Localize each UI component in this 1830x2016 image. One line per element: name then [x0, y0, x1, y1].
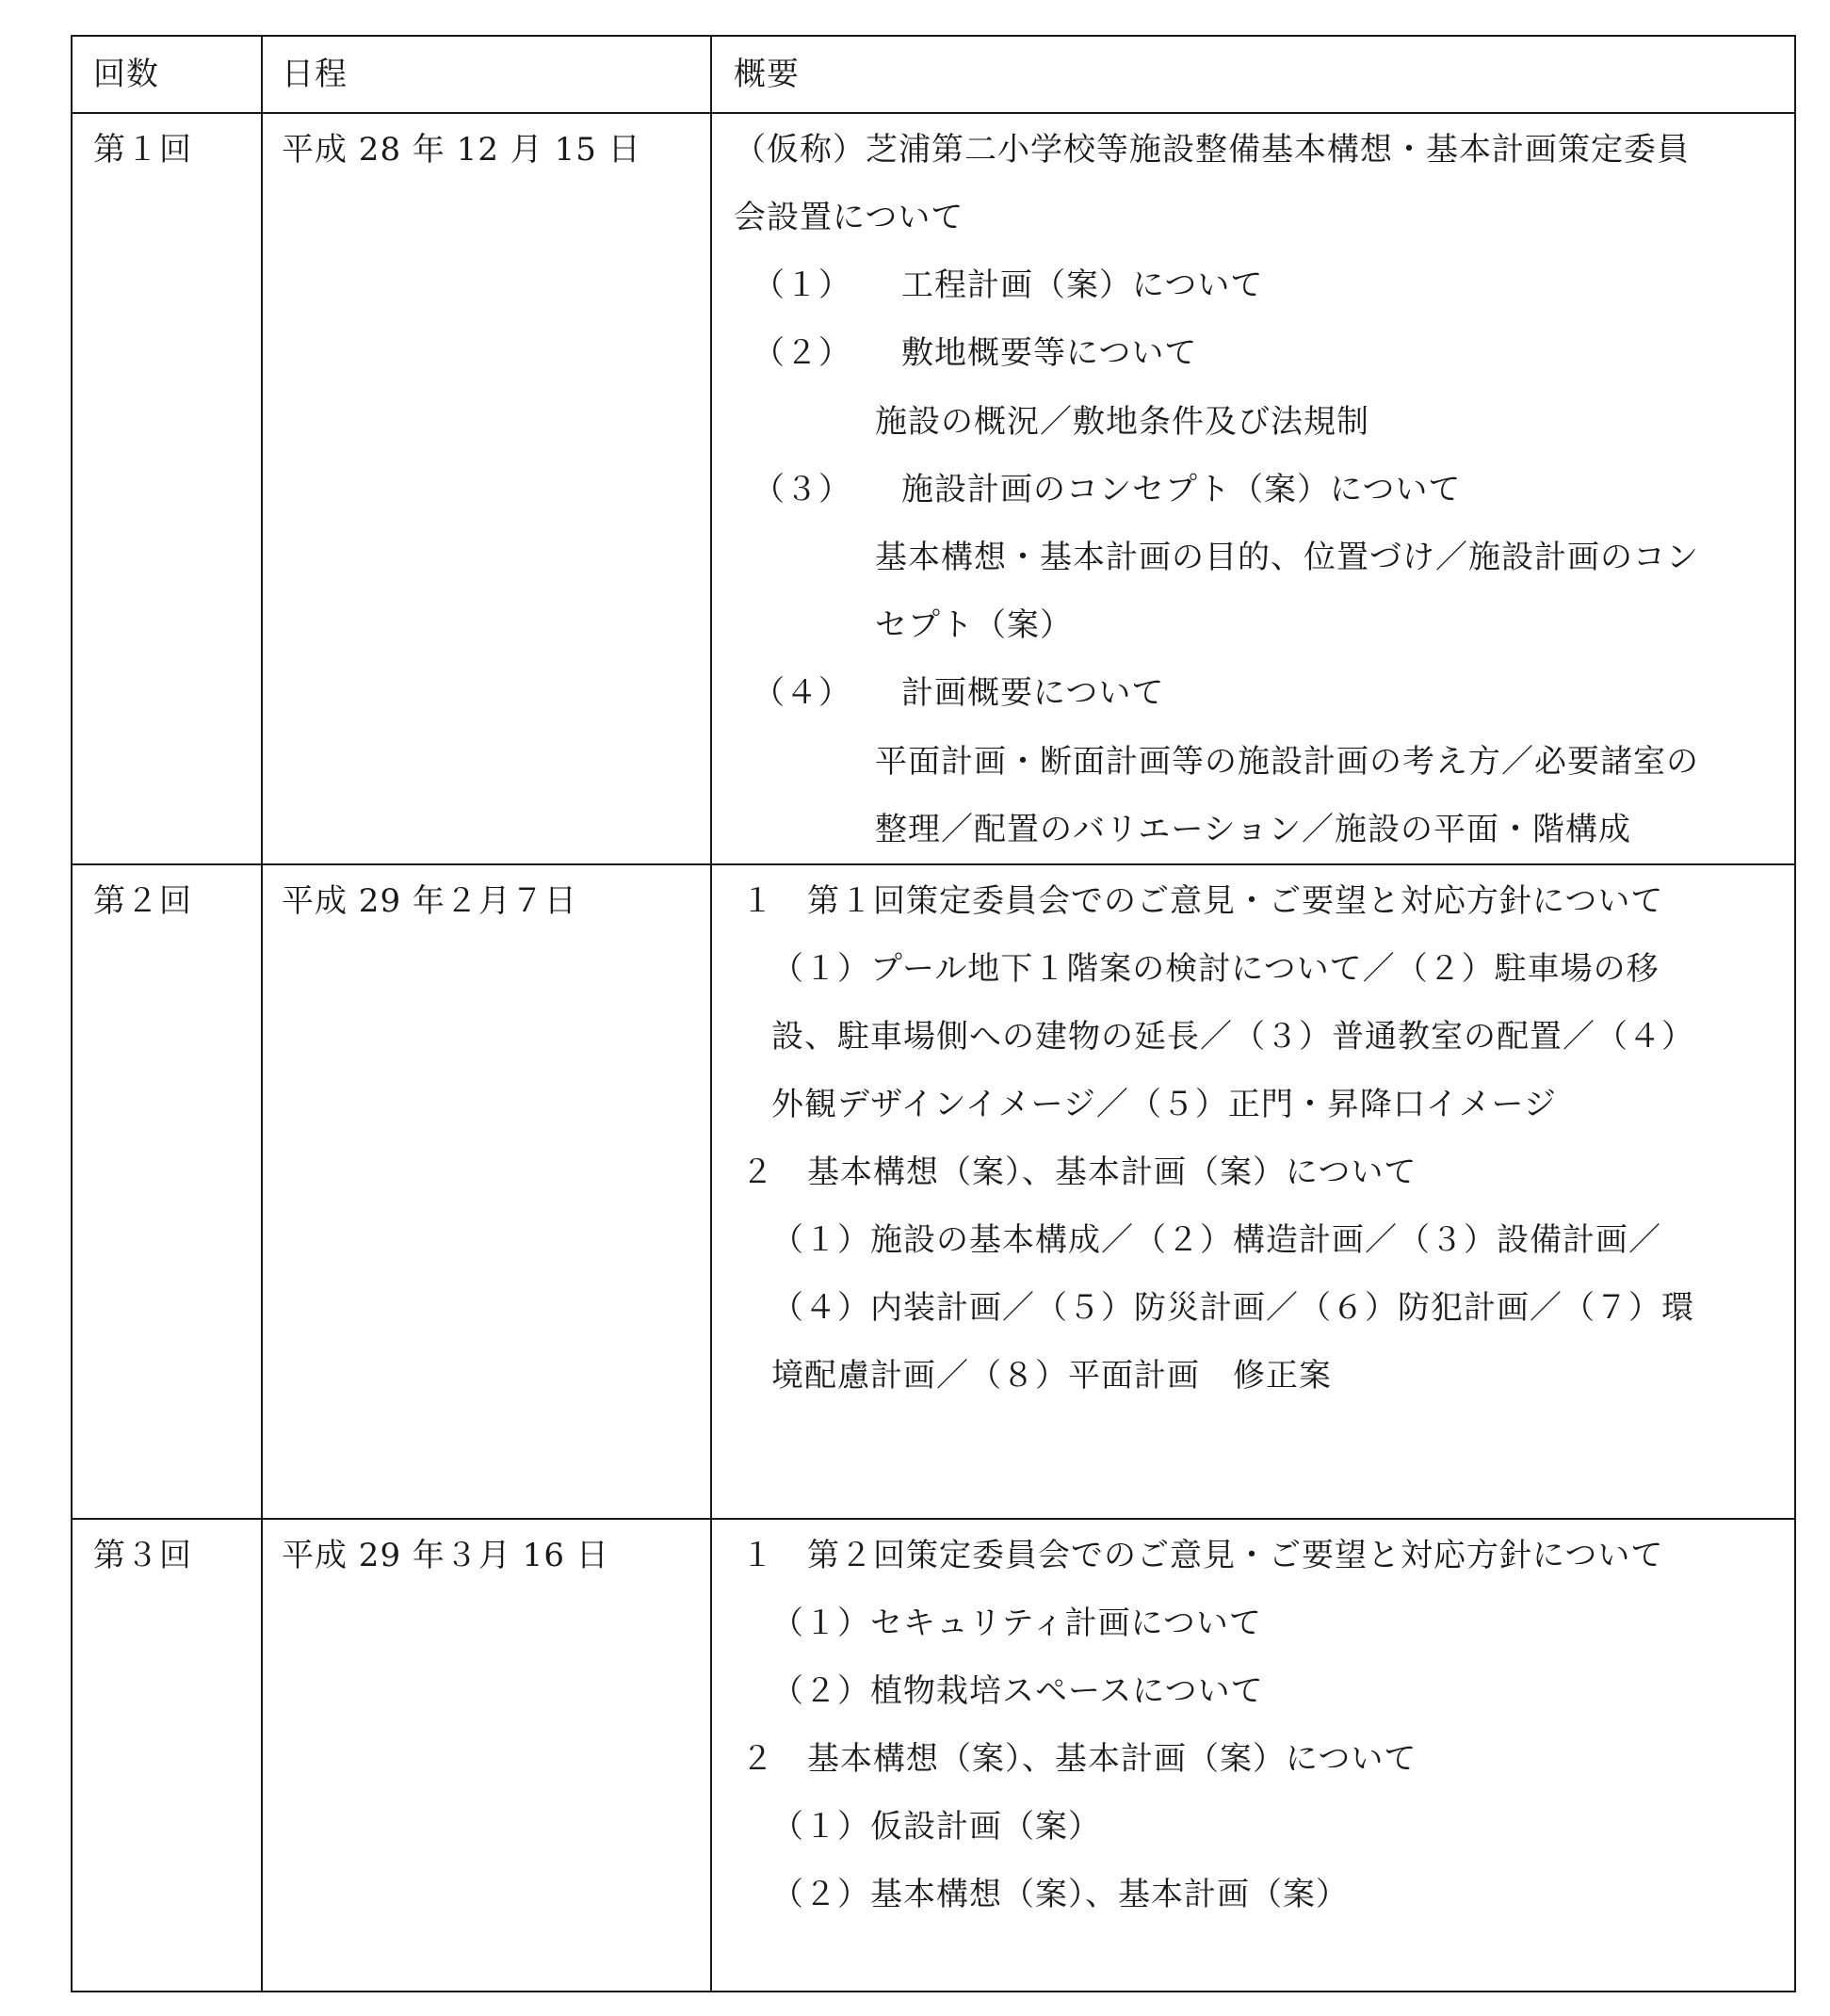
meeting-count: 第３回 — [93, 1537, 192, 1574]
summary-line: （仮称）芝浦第二小学校等施設整備基本構想・基本計画策定委員 — [734, 131, 1690, 169]
meeting-date: 平成 29 年２月７日 — [282, 882, 577, 920]
header-summary: 概要 — [734, 56, 800, 93]
summary-line: （１）プール地下１階案の検討について／（２）駐車場の移 — [771, 950, 1660, 988]
summary-line: 施設の概況／敷地条件及び法規制 — [875, 403, 1369, 441]
column-divider — [710, 37, 712, 1991]
meeting-date: 平成 28 年 12 月 15 日 — [282, 131, 641, 169]
summary-line: ２ 基本構想（案）、基本計画（案）について — [741, 1153, 1417, 1191]
summary-line: 平面計画・断面計画等の施設計画の考え方／必要諸室の — [875, 743, 1699, 781]
summary-line: １ 第１回策定委員会でのご意見・ご要望と対応方針について — [741, 882, 1664, 920]
row-divider — [73, 863, 1794, 865]
meeting-count: 第１回 — [93, 131, 192, 169]
header-date: 日程 — [282, 56, 348, 93]
column-divider — [261, 37, 263, 1991]
summary-line: セプト（案） — [875, 606, 1073, 644]
summary-line: 境配慮計画／（８）平面計画 修正案 — [771, 1357, 1332, 1395]
summary-line: （２）植物栽培スペースについて — [771, 1672, 1264, 1710]
summary-line: （１）施設の基本構成／（２）構造計画／（３）設備計画／ — [771, 1221, 1661, 1259]
summary-line: 基本構想・基本計画の目的、位置づけ／施設計画のコン — [875, 539, 1699, 576]
summary-line: （１） 工程計画（案）について — [753, 266, 1264, 304]
summary-line: （２） 敷地概要等について — [753, 334, 1198, 372]
header-count: 回数 — [93, 56, 159, 93]
header-divider — [73, 112, 1794, 114]
summary-line: ２ 基本構想（案）、基本計画（案）について — [741, 1740, 1417, 1778]
summary-line: 外観デザインイメージ／（５）正門・昇降口イメージ — [771, 1086, 1557, 1123]
summary-line: （４） 計画概要について — [753, 674, 1165, 712]
schedule-table — [71, 35, 1796, 1992]
summary-line: （１）仮設計画（案） — [771, 1808, 1101, 1846]
summary-line: （４）内装計画／（５）防災計画／（６）防犯計画／（７）環 — [771, 1289, 1694, 1327]
summary-line: 会設置について — [734, 199, 964, 236]
summary-line: （３） 施設計画のコンセプト（案）について — [753, 471, 1462, 508]
row-divider — [73, 1518, 1794, 1520]
summary-line: 整理／配置のバリエーション／施設の平面・階構成 — [875, 811, 1631, 848]
meeting-count: 第２回 — [93, 882, 192, 920]
summary-line: （１）セキュリティ計画について — [771, 1605, 1262, 1642]
summary-line: （２）基本構想（案）、基本計画（案） — [771, 1876, 1349, 1913]
meeting-date: 平成 29 年３月 16 日 — [282, 1537, 609, 1574]
summary-line: 設、駐車場側への建物の延長／（３）普通教室の配置／（４） — [771, 1018, 1694, 1056]
summary-line: １ 第２回策定委員会でのご意見・ご要望と対応方針について — [741, 1537, 1664, 1574]
